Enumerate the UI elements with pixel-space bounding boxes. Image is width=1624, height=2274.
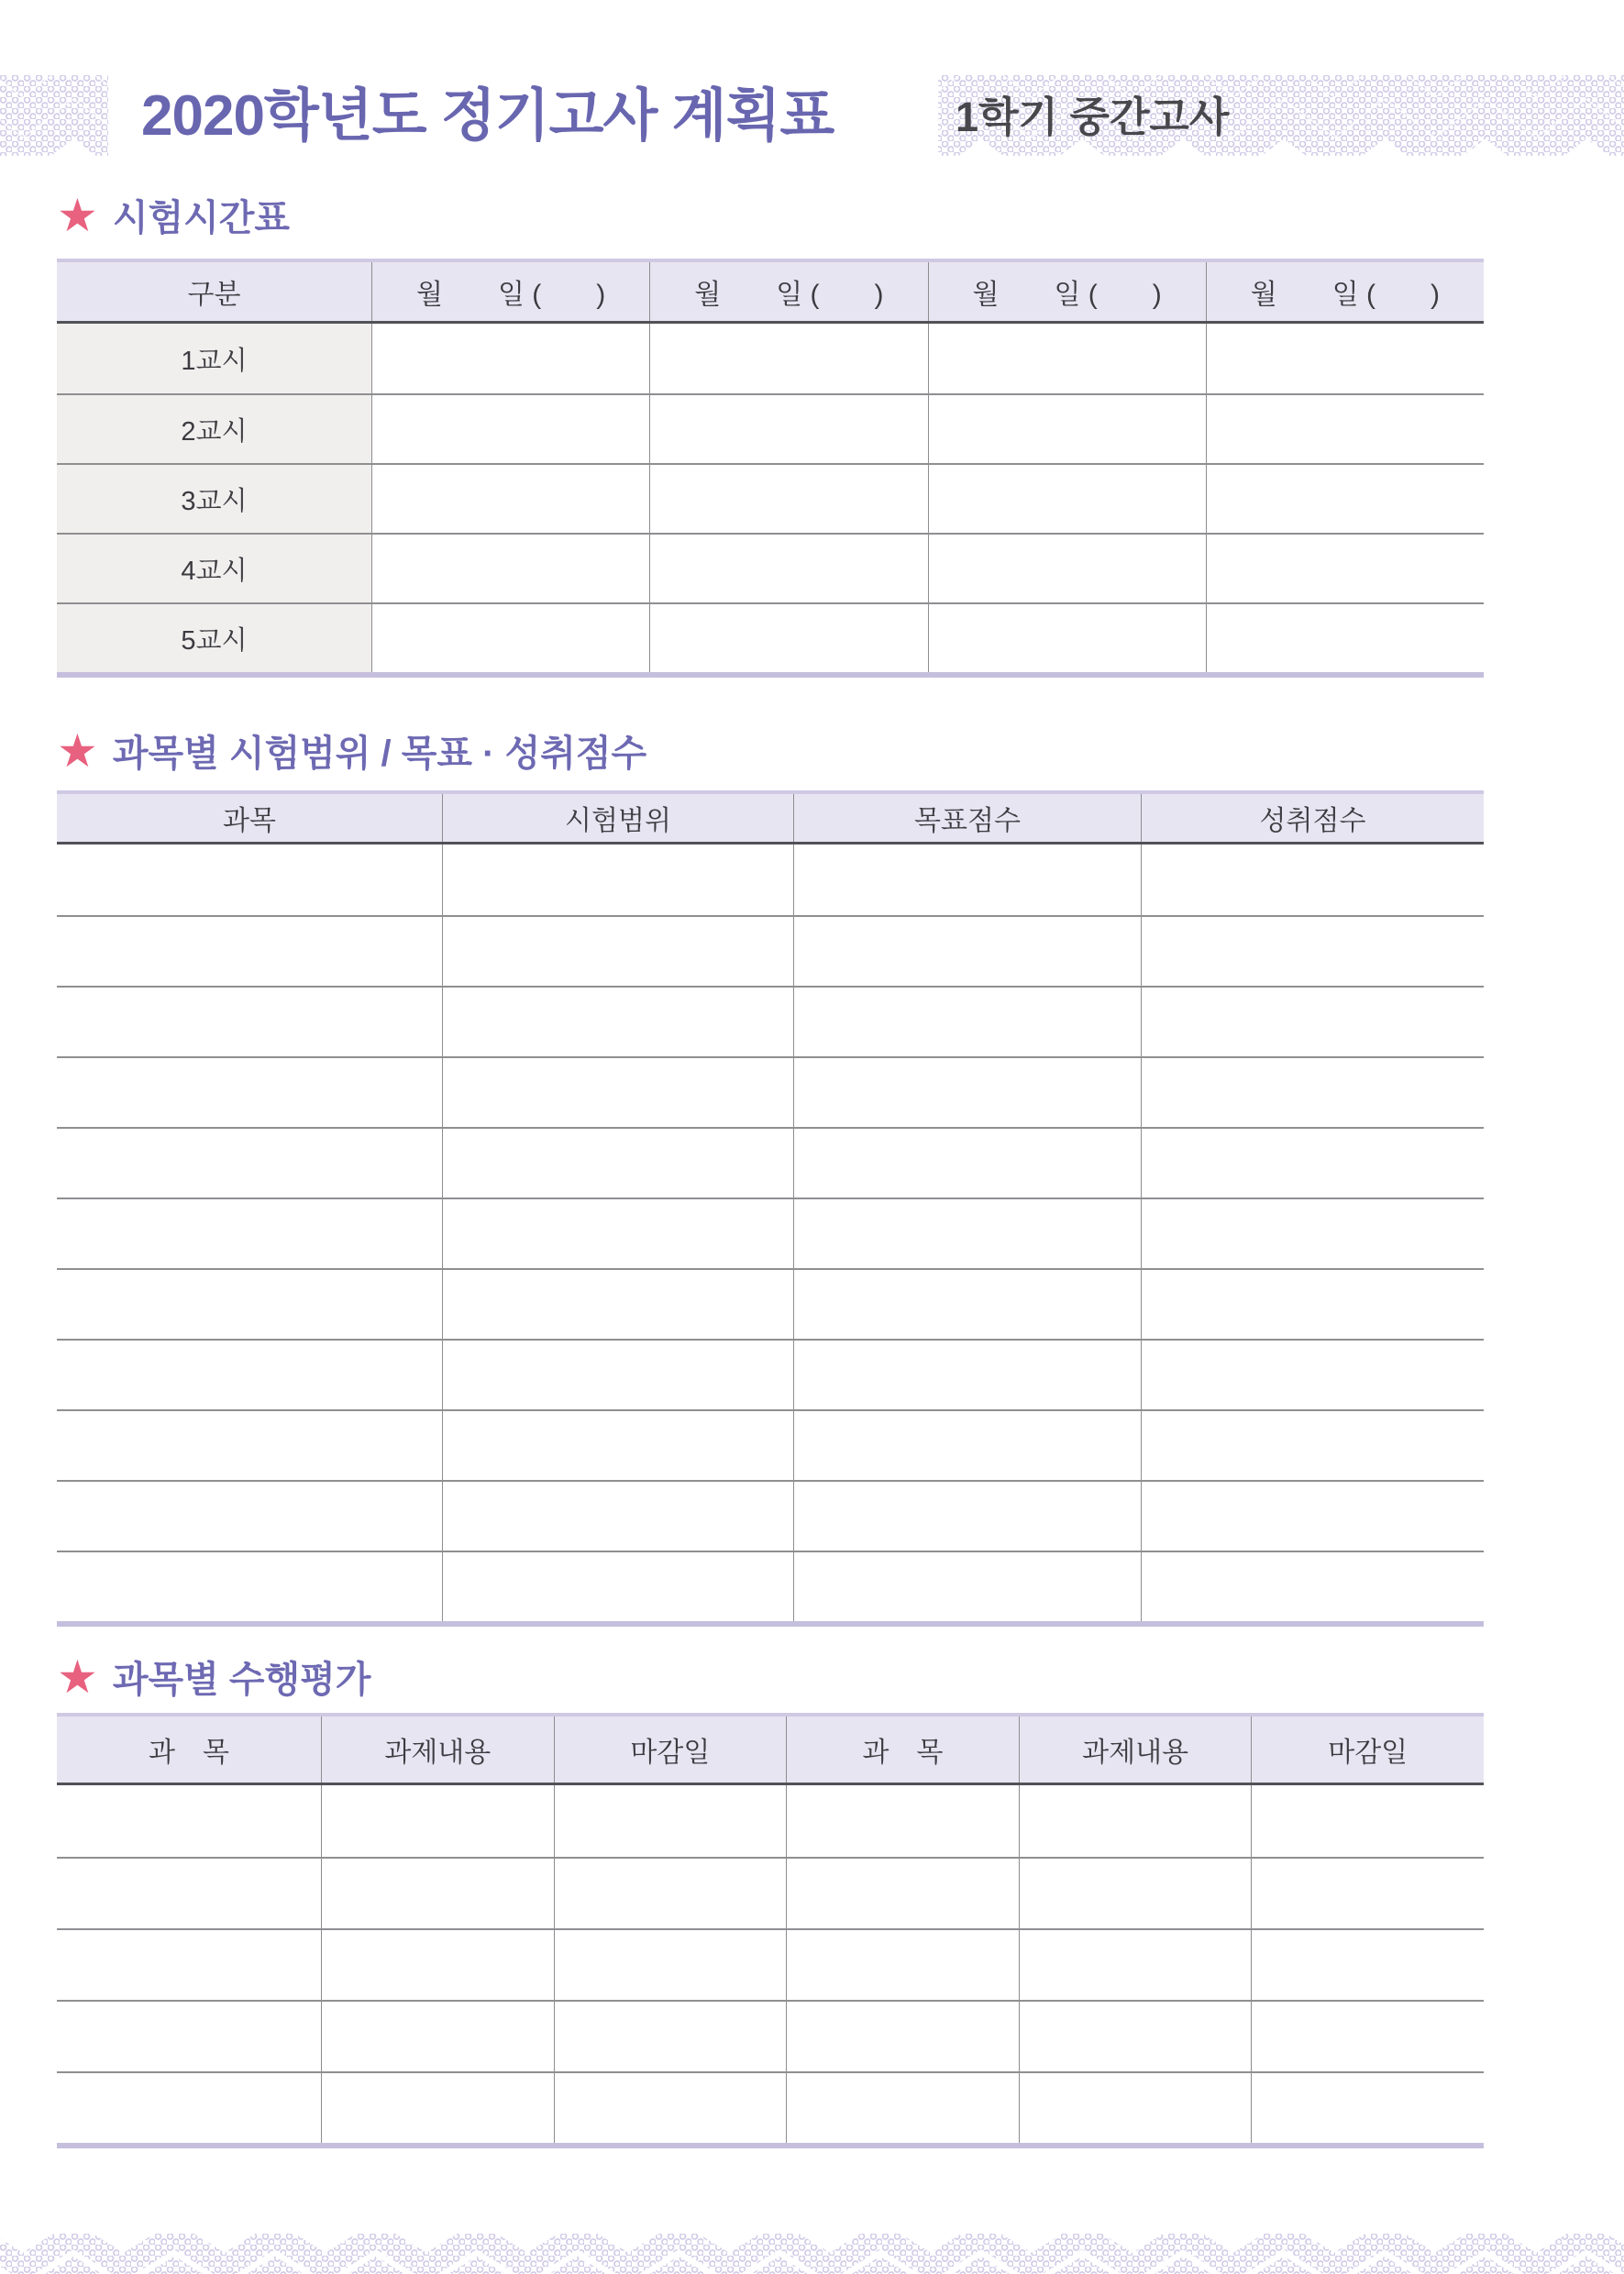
empty-cell — [57, 1930, 321, 2000]
empty-cell — [1141, 1058, 1484, 1127]
section-performance-assessment — [57, 1650, 370, 1703]
exam-scope-score-table — [57, 790, 1484, 1627]
column-header: 월 일 ( ) — [649, 262, 927, 321]
table-row — [57, 1551, 1484, 1621]
empty-cell — [442, 1552, 793, 1621]
empty-cell — [793, 1270, 1141, 1339]
table-row — [57, 1268, 1484, 1339]
empty-cell — [1251, 1785, 1484, 1857]
table-row — [57, 2000, 1484, 2071]
table-row — [57, 533, 1484, 602]
empty-cell — [1251, 2002, 1484, 2071]
bottom-pattern-band — [0, 2234, 1624, 2274]
empty-cell — [793, 1341, 1141, 1409]
table-row — [57, 1409, 1484, 1480]
section-title: 과목별 수행평가 — [112, 1660, 371, 1700]
empty-cell — [442, 1199, 793, 1268]
empty-cell — [554, 1785, 787, 1857]
empty-cell — [1206, 465, 1484, 533]
empty-cell — [371, 604, 649, 672]
empty-cell — [793, 1411, 1141, 1480]
column-header: 과 목 — [149, 1738, 229, 1768]
empty-cell — [1206, 535, 1484, 602]
table-row — [57, 1056, 1484, 1127]
table-bottom-accent-line — [57, 1621, 1484, 1627]
empty-cell — [57, 1859, 321, 1928]
empty-cell — [793, 917, 1141, 986]
empty-cell — [442, 844, 793, 915]
empty-cell — [321, 1930, 554, 2000]
table-row — [57, 915, 1484, 986]
empty-cell — [1141, 1270, 1484, 1339]
table-row — [57, 844, 1484, 915]
empty-cell — [1141, 988, 1484, 1056]
column-header: 월 일 ( ) — [1206, 262, 1484, 321]
table-row — [57, 324, 1484, 393]
empty-cell — [649, 465, 927, 533]
empty-cell — [786, 2002, 1019, 2071]
empty-cell — [554, 1930, 787, 2000]
empty-cell — [1141, 1411, 1484, 1480]
table-row — [57, 1480, 1484, 1551]
period-label: 2교시 — [57, 395, 371, 463]
column-header: 월 일 ( ) — [928, 262, 1206, 321]
empty-cell — [57, 1199, 442, 1268]
empty-cell — [554, 2002, 787, 2071]
section-title: 과목별 시험범위 / 목표 · 성취점수 — [112, 734, 647, 774]
empty-cell — [371, 465, 649, 533]
empty-cell — [786, 1859, 1019, 1928]
table-bottom-accent-line — [57, 672, 1484, 678]
empty-cell — [321, 1785, 554, 1857]
empty-cell — [793, 1552, 1141, 1621]
empty-cell — [442, 1129, 793, 1198]
empty-cell — [57, 1341, 442, 1409]
empty-cell — [57, 1411, 442, 1480]
table-row — [57, 986, 1484, 1056]
empty-cell — [1019, 1785, 1252, 1857]
table-row — [57, 1198, 1484, 1268]
empty-cell — [1206, 604, 1484, 672]
column-header: 시험범위 — [442, 794, 793, 842]
period-label: 5교시 — [57, 604, 371, 672]
empty-cell — [57, 2002, 321, 2071]
empty-cell — [371, 535, 649, 602]
period-label: 3교시 — [57, 465, 371, 533]
table-row — [57, 2071, 1484, 2143]
empty-cell — [793, 1482, 1141, 1551]
section-title: 시험시간표 — [112, 198, 291, 238]
empty-cell — [649, 535, 927, 602]
column-header: 과목 — [223, 806, 276, 836]
empty-cell — [442, 1270, 793, 1339]
star-icon: ★ — [57, 724, 98, 777]
empty-cell — [1019, 2073, 1252, 2143]
empty-cell — [554, 1859, 787, 1928]
table-row — [57, 393, 1484, 463]
column-header: 마감일 — [554, 1717, 787, 1783]
empty-cell — [442, 1341, 793, 1409]
column-header: 구분 — [187, 280, 241, 310]
empty-cell — [928, 465, 1206, 533]
empty-cell — [57, 2073, 321, 2143]
empty-cell — [57, 1482, 442, 1551]
empty-cell — [649, 324, 927, 393]
empty-cell — [1141, 1199, 1484, 1268]
empty-cell — [371, 395, 649, 463]
column-header: 마감일 — [1251, 1717, 1484, 1783]
empty-cell — [321, 1859, 554, 1928]
table-row — [57, 602, 1484, 672]
empty-cell — [321, 2002, 554, 2071]
empty-cell — [1019, 1859, 1252, 1928]
empty-cell — [57, 988, 442, 1056]
timetable-header-row — [57, 262, 1484, 321]
empty-cell — [1019, 1930, 1252, 2000]
empty-cell — [371, 324, 649, 393]
table-bottom-accent-line — [57, 2143, 1484, 2148]
column-header: 성취점수 — [1141, 794, 1484, 842]
empty-cell — [442, 988, 793, 1056]
empty-cell — [649, 604, 927, 672]
table-row — [57, 1857, 1484, 1928]
period-label: 4교시 — [57, 535, 371, 602]
empty-cell — [786, 1785, 1019, 1857]
page-subtitle: 1학기 중간고사 — [956, 94, 1230, 140]
empty-cell — [1141, 1129, 1484, 1198]
column-header: 과제내용 — [1019, 1717, 1252, 1783]
empty-cell — [649, 395, 927, 463]
empty-cell — [57, 1785, 321, 1857]
column-header: 목표점수 — [793, 794, 1141, 842]
empty-cell — [57, 1058, 442, 1127]
section-exam-scope-scores — [57, 724, 646, 777]
empty-cell — [1141, 1341, 1484, 1409]
table-row — [57, 1127, 1484, 1198]
period-label: 1교시 — [57, 324, 371, 393]
empty-cell — [1251, 1859, 1484, 1928]
empty-cell — [1141, 1482, 1484, 1551]
empty-cell — [786, 1930, 1019, 2000]
column-header: 과 목 — [786, 1717, 1019, 1783]
empty-cell — [1141, 844, 1484, 915]
empty-cell — [928, 324, 1206, 393]
empty-cell — [57, 1129, 442, 1198]
empty-cell — [928, 395, 1206, 463]
scope-header-row — [57, 794, 1484, 842]
empty-cell — [793, 1129, 1141, 1198]
section-exam-timetable — [57, 189, 290, 241]
star-icon: ★ — [57, 1650, 98, 1703]
assessment-header-row — [57, 1717, 1484, 1783]
empty-cell — [442, 1482, 793, 1551]
empty-cell — [57, 917, 442, 986]
table-row — [57, 1928, 1484, 2000]
empty-cell — [793, 988, 1141, 1056]
empty-cell — [793, 844, 1141, 915]
empty-cell — [554, 2073, 787, 2143]
exam-timetable-table — [57, 259, 1484, 678]
table-row — [57, 1785, 1484, 1857]
empty-cell — [442, 1411, 793, 1480]
empty-cell — [57, 1270, 442, 1339]
empty-cell — [1251, 1930, 1484, 2000]
empty-cell — [1251, 2073, 1484, 2143]
column-header: 월 일 ( ) — [371, 262, 649, 321]
empty-cell — [928, 604, 1206, 672]
page-title: 2020학년도 정기고사 계획표 — [141, 84, 834, 148]
empty-cell — [442, 1058, 793, 1127]
empty-cell — [928, 535, 1206, 602]
star-icon: ★ — [57, 189, 98, 241]
empty-cell — [793, 1199, 1141, 1268]
empty-cell — [786, 2073, 1019, 2143]
performance-assessment-table — [57, 1713, 1484, 2148]
table-row — [57, 1339, 1484, 1409]
empty-cell — [793, 1058, 1141, 1127]
empty-cell — [1141, 1552, 1484, 1621]
empty-cell — [1206, 395, 1484, 463]
empty-cell — [321, 2073, 554, 2143]
empty-cell — [442, 917, 793, 986]
column-header: 과제내용 — [321, 1717, 554, 1783]
empty-cell — [1206, 324, 1484, 393]
empty-cell — [57, 1552, 442, 1621]
table-row — [57, 463, 1484, 533]
empty-cell — [1141, 917, 1484, 986]
empty-cell — [1019, 2002, 1252, 2071]
empty-cell — [57, 844, 442, 915]
